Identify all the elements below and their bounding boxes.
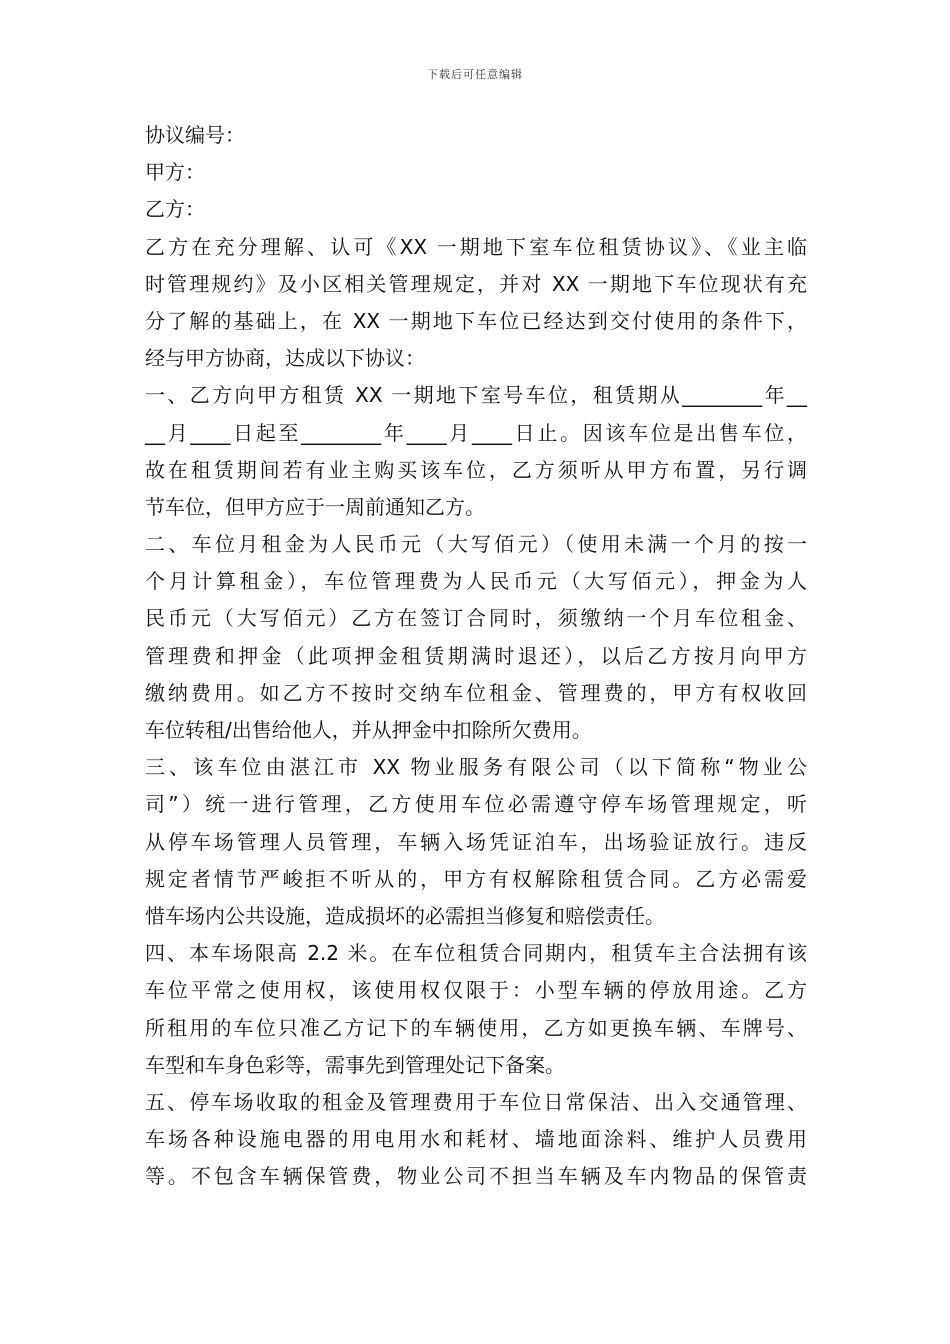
clause-3-line: 规定者情节严峻拒不听从的，甲方有权解除租赁合同。乙方必需爱 bbox=[145, 866, 807, 891]
clause-2-line: 二、车位月租金为人民币元（大写佰元）（使用未满一个月的按一 bbox=[145, 532, 807, 557]
clause-5-line: 五、停车场收取的租金及管理费用于车位日常保洁、出入交通管理、 bbox=[145, 1089, 807, 1114]
party-b-label: 乙方： bbox=[145, 197, 205, 222]
preamble-line: 经与甲方协商，达成以下协议： bbox=[145, 346, 425, 371]
preamble-line: 时管理规约》及小区相关管理规定，并对 XX 一期地下车位现状有充 bbox=[145, 271, 807, 296]
clause-1-line: 节车位，但甲方应于一周前通知乙方。 bbox=[145, 494, 485, 519]
clause-3-line: 从停车场管理人员管理，车辆入场凭证泊车，出场验证放行。违反 bbox=[145, 829, 807, 854]
clause-2-line: 个月计算租金），车位管理费为人民币元（大写佰元），押金为人 bbox=[145, 569, 807, 594]
preamble-line: 分了解的基础上，在 XX 一期地下车位已经达到交付使用的条件下， bbox=[145, 308, 807, 333]
clause-1-line: 故在租赁期间若有业主购买该车位，乙方须听从甲方布置，另行调 bbox=[145, 457, 807, 482]
clause-4-line: 四、本车场限高 2.2 米。在车位租赁合同期内，租赁车主合法拥有该 bbox=[145, 941, 807, 966]
clause-2-line: 车位转租/出售给他人，并从押金中扣除所欠费用。 bbox=[145, 718, 592, 742]
clause-2-line: 民币元（大写佰元）乙方在签订合同时，须缴纳一个月车位租金、 bbox=[145, 606, 807, 631]
clause-4-line: 所租用的车位只准乙方记下的车辆使用，乙方如更换车辆、车牌号、 bbox=[145, 1015, 807, 1040]
clause-2-line: 管理费和押金（此项押金租赁期满时退还），以后乙方按月向甲方 bbox=[145, 643, 807, 668]
clause-5-line: 等。不包含车辆保管费，物业公司不担当车辆及车内物品的保管责 bbox=[145, 1164, 807, 1189]
clause-1-line: 一、乙方向甲方租赁 XX 一期地下室号车位，租赁期从________年__ bbox=[145, 383, 807, 408]
clause-2-line: 缴纳费用。如乙方不按时交纳车位租金、管理费的，甲方有权收回 bbox=[145, 680, 807, 705]
document-body bbox=[145, 117, 807, 1195]
party-a-label: 甲方： bbox=[145, 160, 205, 185]
clause-4-line: 车型和车身色彩等，需事先到管理处记下备案。 bbox=[145, 1052, 565, 1077]
page-header-note: 下载后可任意编辑 bbox=[427, 68, 523, 81]
clause-3-line: 司”）统一进行管理，乙方使用车位必需遵守停车场管理规定，听 bbox=[145, 792, 807, 817]
preamble-line: 乙方在充分理解、认可《XX 一期地下室车位租赁协议》、《业主临 bbox=[145, 234, 807, 259]
agreement-number-label: 协议编号： bbox=[145, 123, 245, 147]
clause-3-line: 惜车场内公共设施，造成损坏的必需担当修复和赔偿责任。 bbox=[145, 903, 665, 928]
clause-4-line: 车位平常之使用权，该使用权仅限于：小型车辆的停放用途。乙方 bbox=[145, 978, 807, 1003]
clause-1-line: __月____日起至________年____月____日止。因该车位是出售车位， bbox=[145, 420, 807, 445]
clause-5-line: 车场各种设施电器的用电用水和耗材、墙地面涂料、维护人员费用 bbox=[145, 1127, 807, 1152]
clause-3-line: 三、该车位由湛江市 XX 物业服务有限公司（以下简称“物业公 bbox=[145, 755, 807, 780]
